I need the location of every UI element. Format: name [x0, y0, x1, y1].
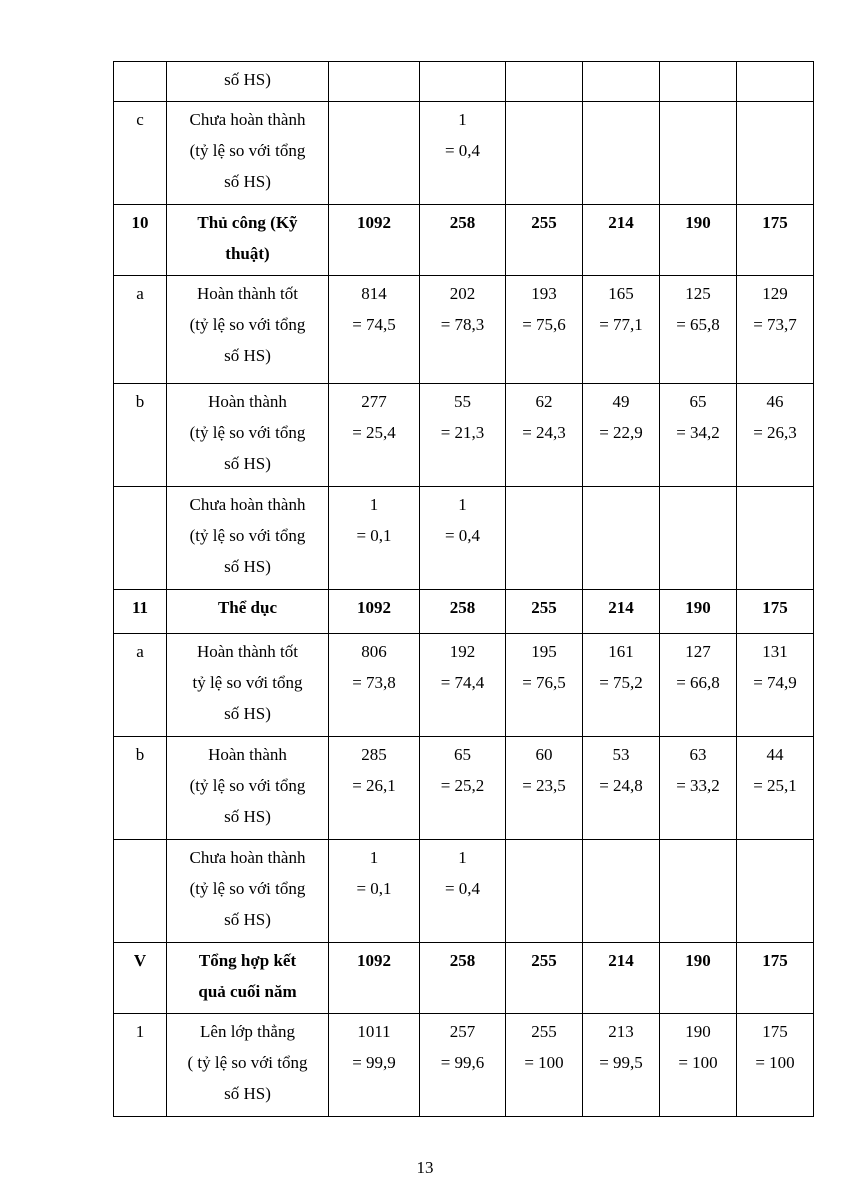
cell-line: Hoàn thành tốt [196, 284, 299, 303]
cell-grade-1 [420, 487, 506, 590]
cell-line: (tỷ lệ so với tổng [189, 423, 306, 442]
cell-criteria [167, 1014, 329, 1117]
cell-grade-4 [660, 840, 737, 943]
cell-grade-5 [737, 384, 814, 487]
cell-line: 125 [685, 284, 711, 303]
cell-grade-3 [583, 102, 660, 205]
cell-line: 131 [762, 642, 788, 661]
cell-line: 192 [449, 642, 476, 661]
cell-grade-4 [660, 384, 737, 487]
cell-line: số HS) [224, 454, 271, 473]
cell-stt [114, 62, 167, 102]
cell-total [329, 737, 420, 840]
cell-line: 62 [535, 392, 553, 411]
cell-line: = 26,3 [753, 423, 797, 442]
cell-stt [114, 384, 167, 487]
cell-line: 1 [369, 495, 379, 514]
cell-line: 214 [608, 951, 634, 970]
cell-criteria [167, 840, 329, 943]
cell-line: số HS) [224, 1084, 271, 1103]
cell-stt [114, 737, 167, 840]
cell-line: 129 [762, 284, 788, 303]
cell-grade-3 [583, 276, 660, 384]
cell-line: = 24,8 [599, 776, 643, 795]
cell-line: = 74,4 [440, 673, 485, 692]
cell-grade-1 [420, 590, 506, 634]
cell-line: = 22,9 [599, 423, 643, 442]
cell-line: 65 [689, 392, 707, 411]
cell-grade-1 [420, 276, 506, 384]
cell-line: 1011 [357, 1022, 391, 1041]
cell-grade-5 [737, 840, 814, 943]
cell-line: Lên lớp thẳng [200, 1022, 295, 1041]
cell-line: = 65,8 [676, 315, 720, 334]
cell-grade-5 [737, 590, 814, 634]
cell-line: = 99,6 [440, 1053, 485, 1072]
page-number: 13 [416, 1158, 434, 1177]
cell-line: = 73,7 [753, 315, 797, 334]
cell-grade-2 [506, 1014, 583, 1117]
cell-line: Chưa hoàn thành [189, 848, 306, 867]
cell-line: 814 [361, 284, 387, 303]
cell-line: = 33,2 [676, 776, 720, 795]
cell-line: Chưa hoàn thành [189, 110, 306, 129]
cell-line: = 100 [678, 1053, 718, 1072]
cell-grade-1 [420, 102, 506, 205]
cell-line: 1 [458, 848, 467, 867]
table-row [114, 1014, 814, 1117]
cell-grade-2 [506, 102, 583, 205]
cell-line: 11 [131, 598, 149, 617]
cell-line: 258 [449, 213, 476, 232]
cell-line: 175 [762, 598, 788, 617]
cell-grade-5 [737, 102, 814, 205]
results-table [113, 61, 814, 1117]
cell-line: 1092 [357, 598, 391, 617]
cell-grade-4 [660, 487, 737, 590]
cell-line: Tổng hợp kết [198, 951, 297, 970]
cell-line: = 74,5 [352, 315, 396, 334]
cell-grade-3 [583, 205, 660, 276]
cell-line: 255 [531, 1022, 557, 1041]
cell-line: = 21,3 [440, 423, 485, 442]
table-row [114, 384, 814, 487]
cell-stt [114, 840, 167, 943]
cell-grade-2 [506, 737, 583, 840]
cell-total [329, 62, 420, 102]
cell-grade-1 [420, 840, 506, 943]
cell-total [329, 1014, 420, 1117]
cell-line: 213 [608, 1022, 634, 1041]
cell-line: = 78,3 [440, 315, 485, 334]
cell-line: = 26,1 [352, 776, 396, 795]
cell-line: ( tỷ lệ so với tổng [187, 1053, 308, 1072]
cell-grade-3 [583, 384, 660, 487]
cell-total [329, 634, 420, 737]
cell-line: Thủ công (Kỹ [197, 213, 298, 232]
cell-stt [114, 205, 167, 276]
cell-criteria [167, 384, 329, 487]
cell-line: 214 [608, 598, 634, 617]
cell-line: số HS) [224, 910, 271, 929]
cell-line: = 25,1 [753, 776, 797, 795]
cell-grade-2 [506, 62, 583, 102]
cell-line: 10 [131, 213, 149, 232]
cell-line: 214 [608, 213, 634, 232]
cell-line: 1 [458, 495, 467, 514]
cell-total [329, 205, 420, 276]
cell-grade-5 [737, 487, 814, 590]
cell-line: 1 [369, 848, 379, 867]
cell-stt [114, 634, 167, 737]
cell-line: = 75,2 [599, 673, 643, 692]
cell-line: 193 [531, 284, 557, 303]
cell-grade-4 [660, 737, 737, 840]
cell-line: 63 [689, 745, 707, 764]
cell-line: Hoàn thành tốt [196, 642, 299, 661]
cell-stt [114, 943, 167, 1014]
cell-stt [114, 102, 167, 205]
cell-grade-2 [506, 384, 583, 487]
cell-line: 255 [531, 213, 557, 232]
cell-grade-1 [420, 62, 506, 102]
cell-line: = 25,4 [352, 423, 396, 442]
cell-criteria [167, 737, 329, 840]
cell-grade-3 [583, 840, 660, 943]
cell-line: 195 [531, 642, 557, 661]
cell-line: 161 [608, 642, 634, 661]
cell-total [329, 384, 420, 487]
cell-line: 175 [762, 1022, 788, 1041]
cell-line: = 74,9 [753, 673, 797, 692]
table-row [114, 737, 814, 840]
cell-grade-5 [737, 1014, 814, 1117]
cell-line: số HS) [224, 70, 271, 89]
cell-line: 257 [449, 1022, 476, 1041]
cell-stt [114, 590, 167, 634]
cell-line: = 0,4 [444, 879, 481, 898]
cell-line: = 0,4 [444, 526, 481, 545]
cell-line: số HS) [224, 807, 271, 826]
cell-total [329, 590, 420, 634]
cell-line: quả cuối năm [198, 982, 297, 1001]
cell-line: b [135, 392, 145, 411]
cell-grade-3 [583, 634, 660, 737]
cell-grade-2 [506, 487, 583, 590]
cell-line: Thể dục [217, 598, 278, 617]
cell-line: (tỷ lệ so với tổng [189, 776, 306, 795]
cell-grade-3 [583, 737, 660, 840]
cell-grade-2 [506, 840, 583, 943]
cell-line: V [133, 951, 147, 970]
cell-line: 49 [612, 392, 630, 411]
cell-criteria [167, 102, 329, 205]
cell-criteria [167, 62, 329, 102]
table-row [114, 943, 814, 1014]
cell-grade-3 [583, 943, 660, 1014]
cell-criteria [167, 590, 329, 634]
cell-line: 1 [458, 110, 467, 129]
cell-grade-4 [660, 634, 737, 737]
cell-line: số HS) [224, 346, 271, 365]
cell-line: 258 [449, 598, 476, 617]
cell-grade-1 [420, 634, 506, 737]
cell-criteria [167, 276, 329, 384]
cell-grade-4 [660, 1014, 737, 1117]
cell-line: a [136, 642, 144, 661]
cell-line: (tỷ lệ so với tổng [189, 315, 306, 334]
cell-line: 190 [685, 598, 711, 617]
cell-line: 277 [361, 392, 387, 411]
cell-grade-3 [583, 590, 660, 634]
cell-line: = 99,5 [599, 1053, 643, 1072]
cell-line: 53 [612, 745, 630, 764]
cell-line: (tỷ lệ so với tổng [189, 526, 306, 545]
table-row [114, 102, 814, 205]
cell-grade-1 [420, 1014, 506, 1117]
cell-grade-1 [420, 737, 506, 840]
cell-line: 190 [685, 213, 711, 232]
cell-grade-5 [737, 943, 814, 1014]
cell-line: 1 [135, 1022, 145, 1041]
cell-line: 258 [449, 951, 476, 970]
cell-criteria [167, 487, 329, 590]
cell-line: 1092 [357, 213, 391, 232]
cell-line: số HS) [224, 557, 271, 576]
cell-line: = 34,2 [676, 423, 720, 442]
cell-line: = 25,2 [440, 776, 485, 795]
cell-stt [114, 487, 167, 590]
cell-line: = 73,8 [352, 673, 396, 692]
cell-criteria [167, 205, 329, 276]
cell-line: 190 [685, 1022, 711, 1041]
table-row [114, 205, 814, 276]
cell-line: 60 [535, 745, 553, 764]
cell-line: 202 [449, 284, 476, 303]
cell-line: 190 [685, 951, 711, 970]
cell-line: 175 [762, 213, 788, 232]
cell-line: 165 [608, 284, 634, 303]
table-row [114, 634, 814, 737]
cell-line: 46 [766, 392, 784, 411]
cell-stt [114, 276, 167, 384]
cell-grade-2 [506, 205, 583, 276]
cell-grade-5 [737, 634, 814, 737]
table-row [114, 590, 814, 634]
cell-grade-4 [660, 590, 737, 634]
cell-grade-5 [737, 737, 814, 840]
cell-line: = 0,1 [356, 526, 392, 545]
cell-line: 175 [762, 951, 788, 970]
cell-line: = 77,1 [599, 315, 643, 334]
cell-line: a [136, 284, 144, 303]
cell-criteria [167, 634, 329, 737]
cell-total [329, 487, 420, 590]
cell-grade-3 [583, 1014, 660, 1117]
cell-grade-1 [420, 384, 506, 487]
cell-line: = 23,5 [522, 776, 566, 795]
cell-criteria [167, 943, 329, 1014]
cell-line: c [136, 110, 144, 129]
cell-grade-4 [660, 102, 737, 205]
cell-grade-4 [660, 943, 737, 1014]
cell-line: 127 [685, 642, 711, 661]
cell-line: 65 [454, 745, 471, 764]
cell-total [329, 840, 420, 943]
cell-line: = 66,8 [676, 673, 720, 692]
cell-line: = 100 [524, 1053, 564, 1072]
cell-line: = 99,9 [352, 1053, 396, 1072]
cell-line: (tỷ lệ so với tổng [189, 141, 306, 160]
cell-grade-1 [420, 943, 506, 1014]
cell-grade-4 [660, 276, 737, 384]
cell-line: 55 [454, 392, 471, 411]
cell-line: = 0,1 [356, 879, 392, 898]
cell-grade-5 [737, 62, 814, 102]
cell-grade-5 [737, 205, 814, 276]
cell-line: thuật) [225, 244, 270, 263]
cell-line: Hoàn thành [208, 392, 287, 411]
cell-line: Chưa hoàn thành [189, 495, 306, 514]
cell-grade-2 [506, 590, 583, 634]
cell-grade-2 [506, 276, 583, 384]
cell-line: số HS) [224, 172, 271, 191]
cell-line: = 75,6 [522, 315, 566, 334]
table-row [114, 62, 814, 102]
cell-grade-5 [737, 276, 814, 384]
cell-line: 285 [361, 745, 387, 764]
cell-grade-2 [506, 943, 583, 1014]
cell-grade-4 [660, 205, 737, 276]
cell-line: 255 [531, 951, 557, 970]
cell-line: = 76,5 [522, 673, 566, 692]
cell-total [329, 276, 420, 384]
cell-total [329, 102, 420, 205]
cell-total [329, 943, 420, 1014]
table-row [114, 840, 814, 943]
cell-line: = 0,4 [444, 141, 481, 160]
cell-grade-2 [506, 634, 583, 737]
cell-line: 44 [766, 745, 784, 764]
cell-line: Hoàn thành [208, 745, 287, 764]
cell-line: b [135, 745, 145, 764]
cell-line: tỷ lệ so với tổng [192, 673, 303, 692]
cell-line: 255 [531, 598, 557, 617]
cell-grade-1 [420, 205, 506, 276]
cell-grade-4 [660, 62, 737, 102]
cell-line: 806 [361, 642, 387, 661]
cell-line: 1092 [357, 951, 391, 970]
cell-line: (tỷ lệ so với tổng [189, 879, 306, 898]
cell-line: = 100 [755, 1053, 795, 1072]
table-row [114, 487, 814, 590]
cell-line: = 24,3 [522, 423, 566, 442]
cell-grade-3 [583, 487, 660, 590]
table-row [114, 276, 814, 384]
cell-stt [114, 1014, 167, 1117]
cell-grade-3 [583, 62, 660, 102]
cell-line: số HS) [224, 704, 271, 723]
